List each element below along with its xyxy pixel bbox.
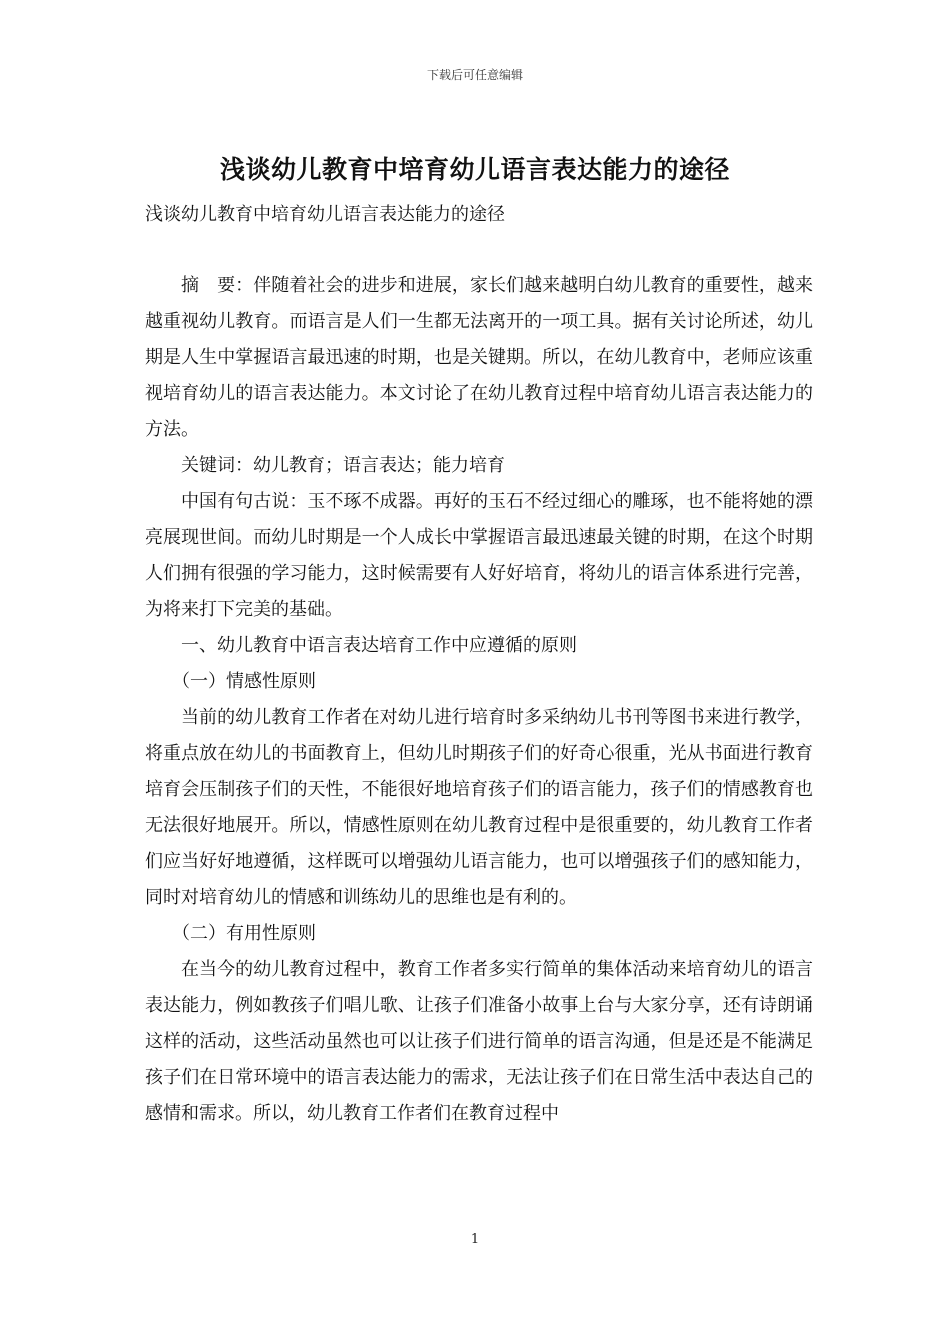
abstract-paragraph: 摘 要：伴随着社会的进步和进展，家长们越来越明白幼儿教育的重要性，越来越重视幼儿教育。而语言是人们一生都无法离开的一项工具。据有关讨论所述，幼儿期是人生中掌握语言最迅速的时期，也是关键期。所以，在幼儿教育中，老师应该重视培育幼儿的语言表达能力。本文讨论了在幼儿教育过程中培育幼儿语言表达能力的方法。 — [145, 275, 813, 440]
body-paragraph: 当前的幼儿教育工作者在对幼儿进行培育时多采纳幼儿书刊等图书来进行教学，将重点放在幼儿的书面教育上，但幼儿时期孩子们的好奇心很重，光从书面进行教育培育会压制孩子们的天性，不能很好地培育孩子们的语言能力，孩子们的情感教育也无法很好地展开。所以，情感性原则在幼儿教育过程中是很重要的，幼儿教育工作者们应当好好地遵循，这样既可以增强幼儿语言能力，也可以增强孩子们的感知能力，同时对培育幼儿的情感和训练幼儿的思维也是有利的。 — [145, 707, 813, 908]
subsection-heading-1: （一）情感性原则 — [172, 671, 316, 692]
page-number: 1 — [470, 1232, 480, 1247]
section-heading-1: 一、幼儿教育中语言表达培育工作中应遵循的原则 — [181, 635, 577, 656]
document-title: 浅谈幼儿教育中培育幼儿语言表达能力的途径 — [219, 155, 730, 184]
keywords-paragraph: 关键词：幼儿教育；语言表达；能力培育 — [181, 455, 505, 476]
subsection-heading-2: （二）有用性原则 — [172, 923, 316, 944]
intro-paragraph: 中国有句古说：玉不琢不成器。再好的玉石不经过细心的雕琢，也不能将她的漂亮展现世间。而幼儿时期是一个人成长中掌握语言最迅速最关键的时期，在这个时期人们拥有很强的学习能力，这时候需要有人好好培育，将幼儿的语言体系进行完善，为将来打下完美的基础。 — [145, 491, 813, 620]
body-paragraph: 在当今的幼儿教育过程中，教育工作者多实行简单的集体活动来培育幼儿的语言表达能力，例如教孩子们唱儿歌、让孩子们准备小故事上台与大家分享，还有诗朗诵这样的活动，这些活动虽然也可以让孩子们进行简单的语言沟通，但是还是不能满足孩子们在日常环境中的语言表达能力的需求，无法让孩子们在日常生活中表达自己的感情和需求。所以，幼儿教育工作者们在教育过程中 — [145, 959, 813, 1124]
document-subtitle: 浅谈幼儿教育中培育幼儿语言表达能力的途径 — [145, 204, 505, 225]
document-body — [145, 268, 813, 1132]
page-header-note: 下载后可任意编辑 — [426, 68, 523, 82]
